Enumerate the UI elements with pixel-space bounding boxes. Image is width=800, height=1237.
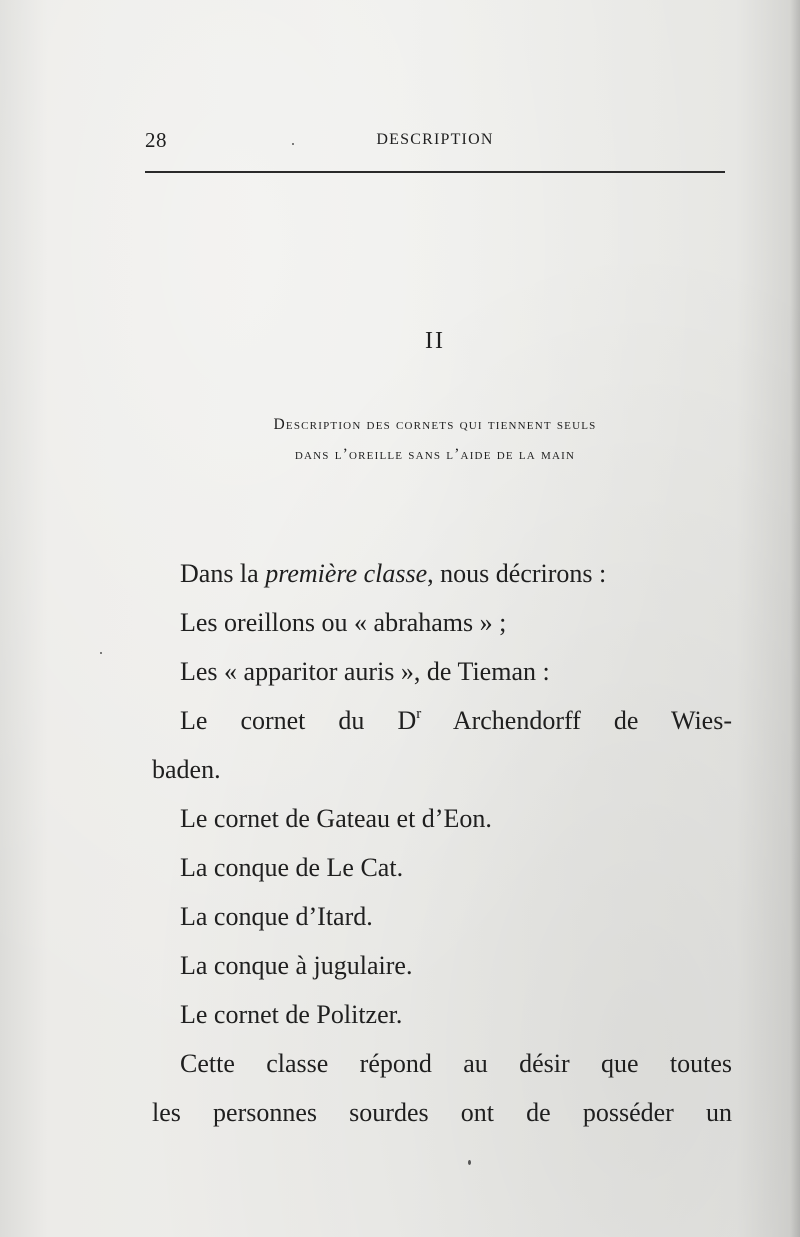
- list-item-itard: La conque d’Itard.: [180, 902, 373, 931]
- list-item-apparitor: Les « apparitor auris », de Tieman :: [180, 657, 550, 686]
- intro-italic-term: première classe: [265, 559, 428, 588]
- running-head: [145, 128, 725, 158]
- body-text: [152, 549, 732, 1137]
- list-item-le-cat: La conque de Le Cat.: [180, 853, 404, 882]
- header-rule: [145, 171, 725, 173]
- paper-speck: [100, 652, 102, 654]
- running-title: DESCRIPTION: [376, 131, 494, 148]
- closing-line-2: les personnes sourdes ont de posséder un: [152, 1098, 732, 1127]
- intro-paragraph: [152, 549, 732, 598]
- list-item-jugulaire: La conque à jugulaire.: [180, 951, 413, 980]
- doctor-superscript: r: [416, 706, 422, 722]
- closing-line-1: Cette classe répond au désir que toutes: [180, 1049, 732, 1078]
- list-item-archendorff: [152, 696, 732, 745]
- list-item-politzer: Le cornet de Politzer.: [180, 1000, 403, 1029]
- page-number: 28: [145, 128, 167, 152]
- intro-text-after: , nous décrirons :: [427, 559, 607, 588]
- section-number: II: [425, 328, 445, 354]
- section-heading: [140, 410, 730, 470]
- list-item-gateau: Le cornet de Gateau et d’Eon.: [180, 804, 492, 833]
- paper-speck: [292, 143, 294, 145]
- section-heading-line-2: dans l’oreille sans l’aide de la main: [294, 446, 576, 463]
- paper-speck: [468, 1160, 471, 1165]
- item-3-before: Le cornet du D: [180, 706, 417, 735]
- section-heading-line-1: Description des cornets qui tiennent seuls: [273, 416, 597, 433]
- list-item-archendorff-cont: baden.: [152, 755, 221, 784]
- list-item-oreillons: Les oreillons ou « abrahams » ;: [180, 608, 507, 637]
- intro-text-before: Dans la: [180, 559, 266, 588]
- page-edge-shadow: [790, 0, 800, 1237]
- item-3-after: Archendorff de Wies-: [421, 706, 732, 735]
